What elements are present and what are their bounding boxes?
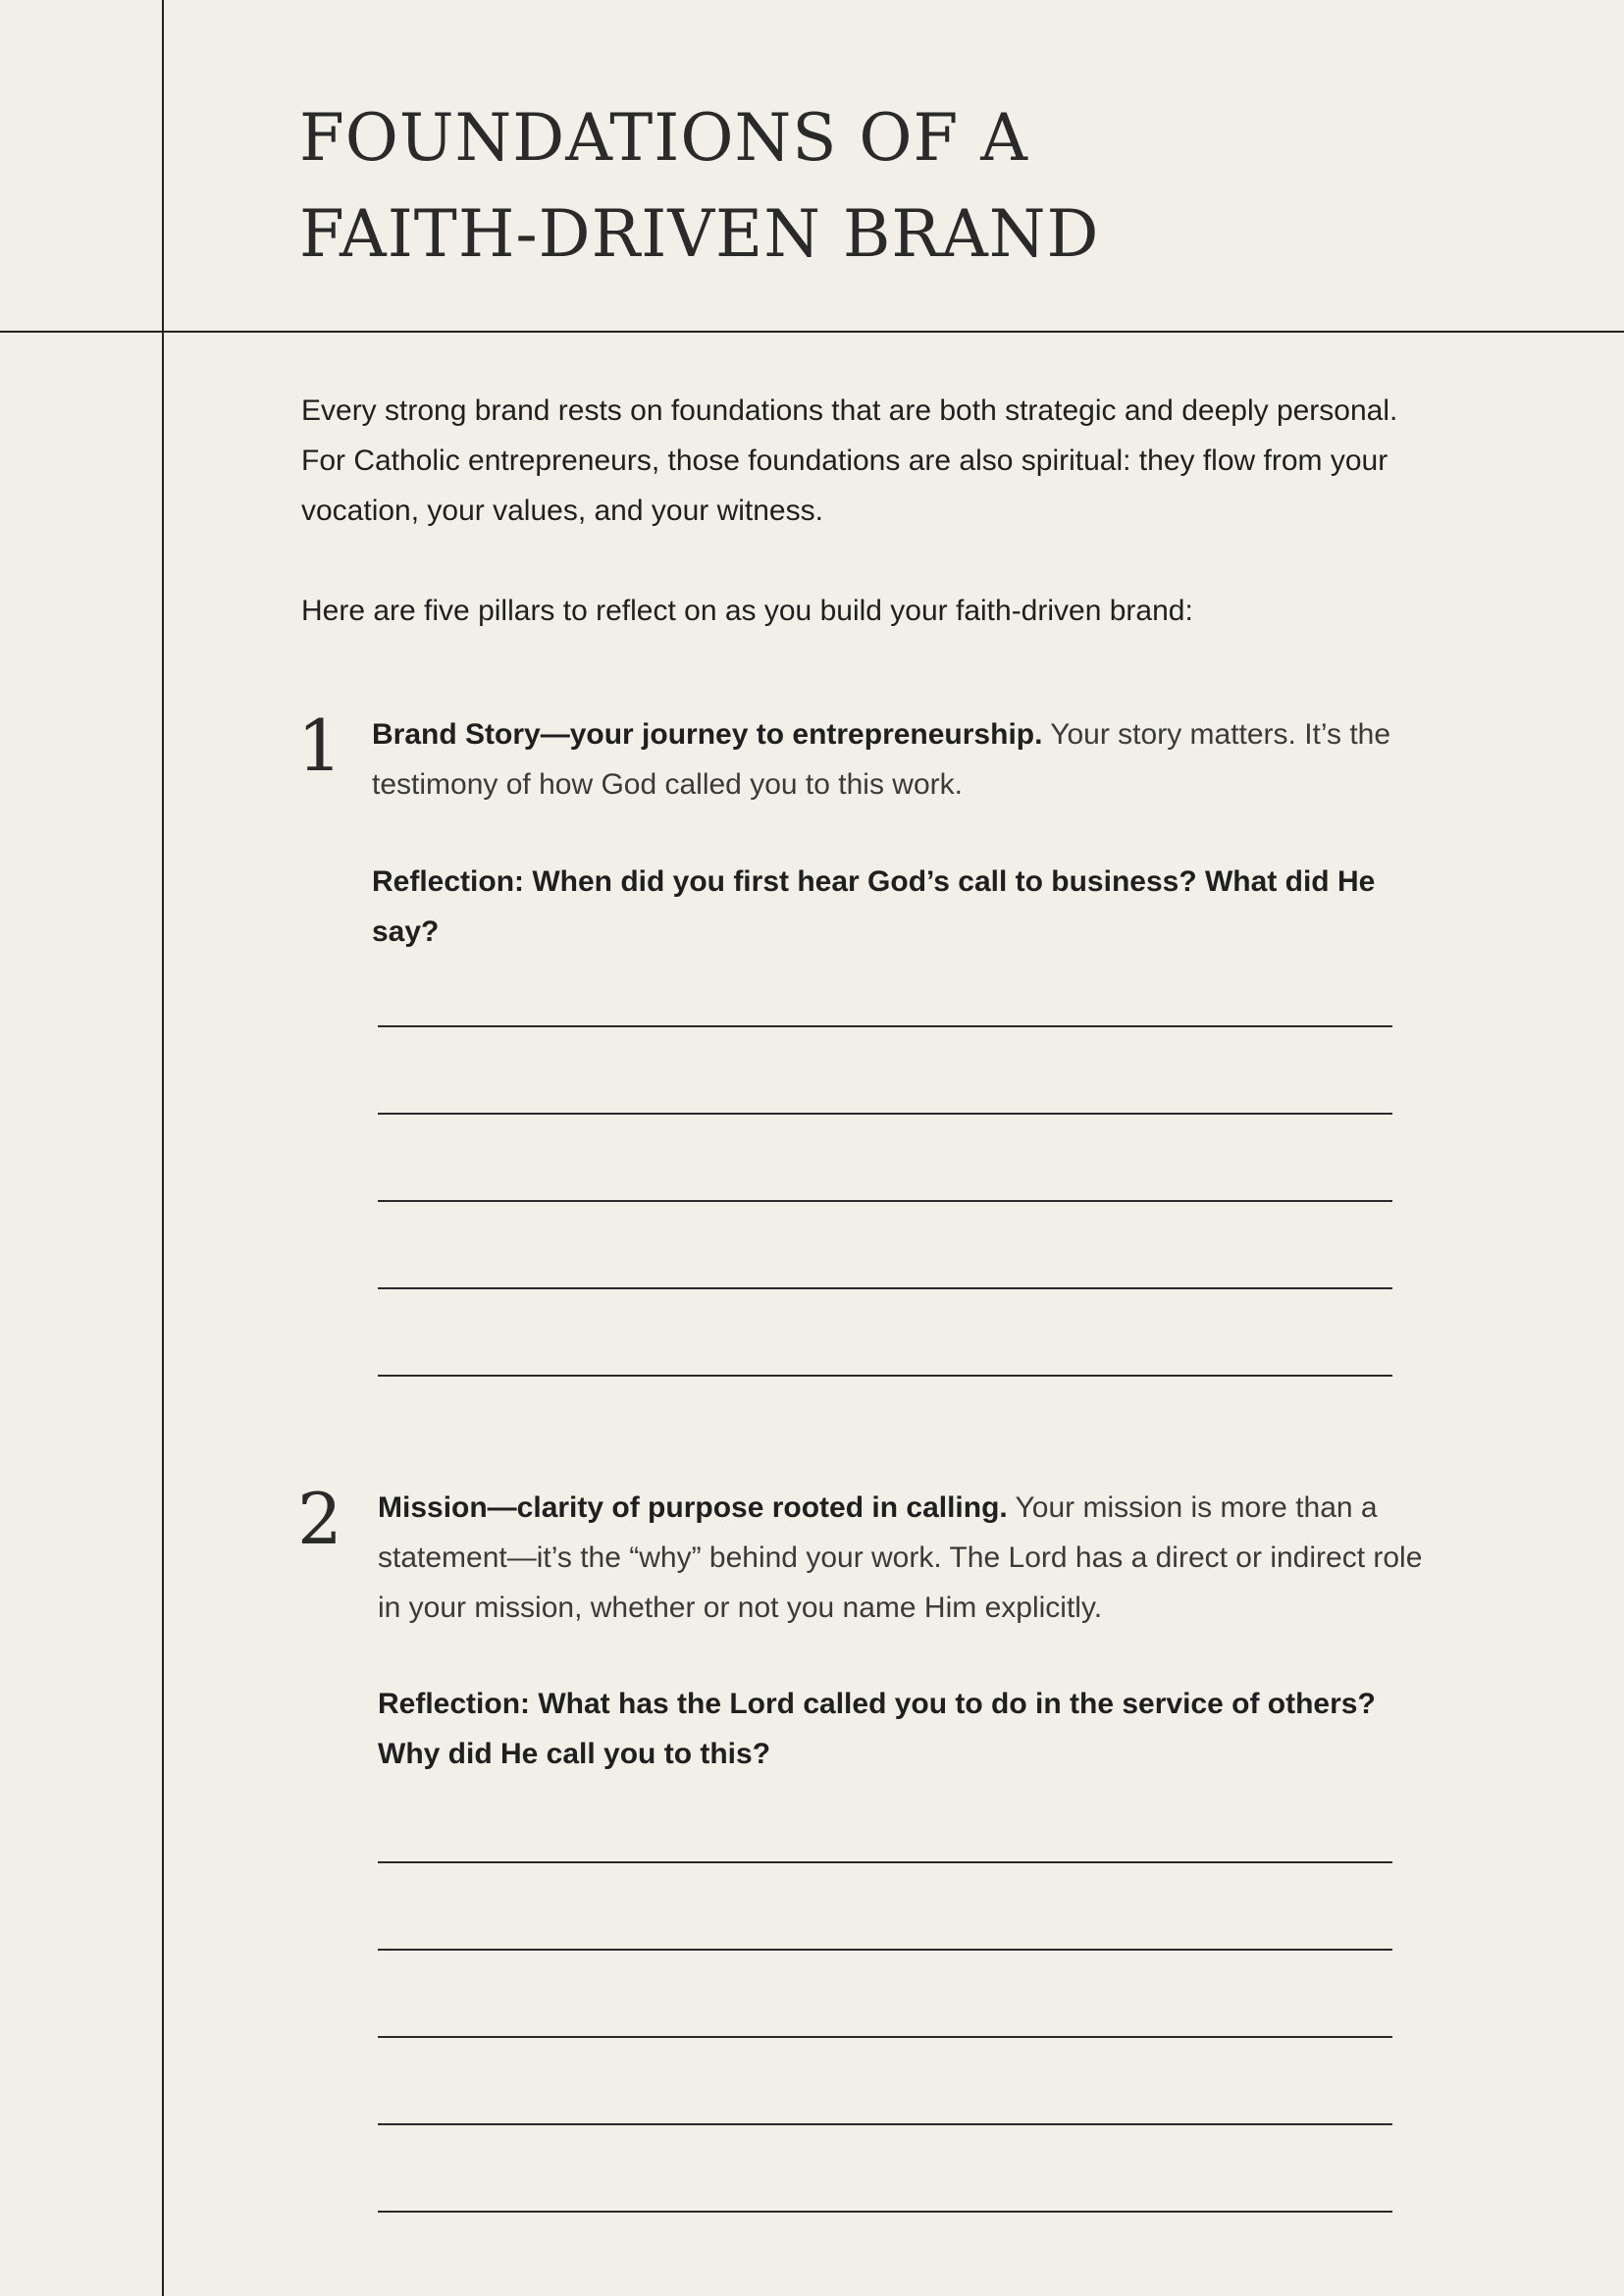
- pillar-2-reflection: Reflection: What has the Lord called you to do in the service of others? Why did He call you to this?: [378, 1688, 1376, 1770]
- pillar-1-text: [372, 709, 1412, 809]
- pillar-1-answer-line[interactable]: [378, 1375, 1392, 1377]
- pillar-2-answer-line[interactable]: [378, 1861, 1392, 1863]
- pillar-1-number: 1: [297, 704, 342, 787]
- intro-paragraph: Every strong brand rests on foundations that are both strategic and deeply personal. For Catholic entrepreneurs, those foundations are also spiritual: they flow from your vocation, your values, and your witness.: [301, 394, 1398, 527]
- pillar-1-answer-line[interactable]: [378, 1287, 1392, 1289]
- pillar-2-text: [378, 1483, 1423, 1633]
- pillar-1-answer-line[interactable]: [378, 1025, 1392, 1027]
- horizontal-rule: [0, 331, 1624, 333]
- pillar-1-answer-line[interactable]: [378, 1113, 1392, 1115]
- pillar-2-heading: Mission—clarity of purpose rooted in calling.: [378, 1491, 1008, 1524]
- pillar-2-answer-line[interactable]: [378, 2211, 1392, 2213]
- pillar-1-answer-line[interactable]: [378, 1200, 1392, 1202]
- pillar-1-description: Your story matters. It’s the testimony of how God called you to this work.: [372, 718, 1391, 801]
- page-title-line-1: FOUNDATIONS OF A: [299, 100, 1028, 176]
- pillar-2-answer-line[interactable]: [378, 1949, 1392, 1951]
- lead-paragraph: Here are five pillars to reflect on as you build your faith-driven brand:: [301, 595, 1193, 627]
- page-title: [299, 90, 1575, 283]
- pillar-2-description: Your mission is more than a statement—it’s the “why” behind your work. The Lord has a direct or indirect role in your mission, whether or not you name Him explicitly.: [378, 1491, 1423, 1624]
- pillar-1-heading: Brand Story—your journey to entrepreneurship.: [372, 718, 1043, 751]
- pillar-2-answer-line[interactable]: [378, 2123, 1392, 2125]
- page-title-line-2: FAITH-DRIVEN BRAND: [299, 196, 1100, 272]
- pillar-2-number: 2: [297, 1478, 342, 1560]
- pillar-2-answer-line[interactable]: [378, 2036, 1392, 2038]
- vertical-rule: [162, 0, 164, 2296]
- pillar-1-reflection: Reflection: When did you first hear God’s call to business? What did He say?: [372, 865, 1376, 948]
